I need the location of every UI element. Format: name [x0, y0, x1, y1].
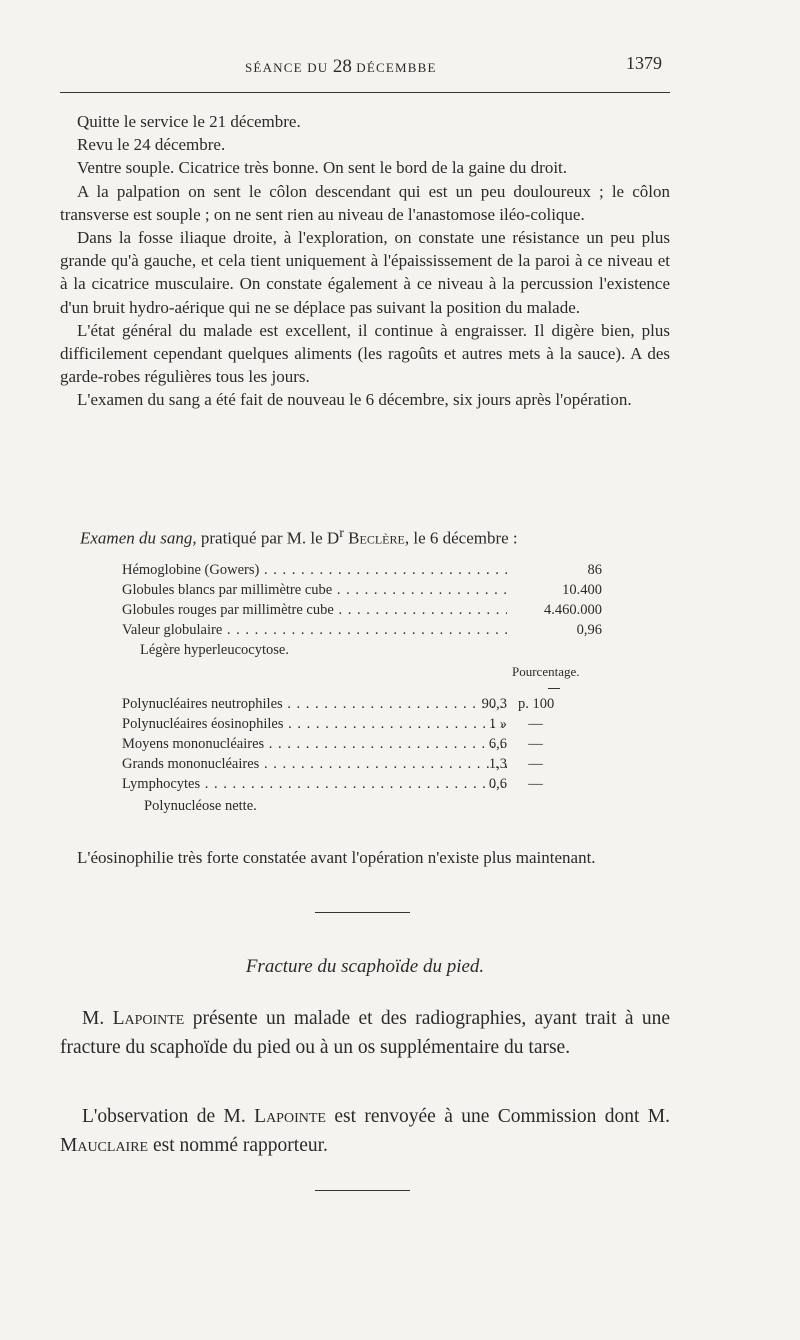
paragraph: L'état général du malade est excellent, il continue à engraisser. Il digère bien, plus difficilement cependant quelques aliments (les ragoûts et autres mets à la sauce). A des garde-robes régulières tous les jours. — [60, 320, 670, 387]
table-row: Polynucléaires éosinophiles . . . 1 » — — [122, 716, 602, 736]
end-separator — [315, 1190, 410, 1191]
section-separator — [315, 912, 410, 913]
table-row: Lymphocytes . . . 0,6 — — [122, 776, 602, 796]
percentage-dash — [548, 688, 560, 689]
paragraph: Dans la fosse iliaque droite, à l'exploration, on constate une résistance un peu plus grande qu'à gauche, et cela tient uniquement à l'épaississement de la paroi à ce niveau et à la cicatrice musculaire. On constate également à ce niveau à la percussion l'existence d'un bruit hydro-aérique qui ne se déplace pas suivant la position du malade. — [60, 228, 670, 317]
paragraph-lapointe: M. Lapointe présente un malade et des radiographies, ayant trait à une fracture du scaphoïde du pied ou à un os supplémentaire du tarse. — [60, 1008, 670, 1058]
percentage-header: Pourcentage. — [512, 664, 580, 679]
running-title: SÉANCE DU 28 DÉCEMBBE — [245, 56, 437, 77]
paragraph: Quitte le service le 21 décembre. — [77, 112, 301, 131]
table-row: Hémoglobine (Gowers) . . . 86 — [122, 562, 602, 582]
paragraph-eosinophilie: L'éosinophilie très forte constatée avant l'opération n'existe plus maintenant. — [77, 848, 596, 867]
table-row: Grands mononucléaires . . . 1,3 — — [122, 756, 602, 776]
table-row: Globules blancs par millimètre cube . . . 10.400 — [122, 582, 602, 602]
page-header — [60, 50, 670, 80]
table-row: Globules rouges par millimètre cube . . . 4.460.000 — [122, 602, 602, 622]
page-number: 1379 — [626, 53, 662, 73]
paragraph-commission: L'observation de M. Lapointe est renvoyée à une Commission dont M. Mauclaire est nommé rapporteur. — [60, 1106, 670, 1156]
paragraph: Revu le 24 décembre. — [77, 135, 226, 155]
table-row: Valeur globulaire . . . 0,96 — [122, 622, 602, 642]
exam-heading: Examen du sang, pratiqué par M. le $D^r$ Beclère, le 6 décembre : — [80, 525, 518, 548]
table-row: Moyens mononucléaires . . . 6,6 — — [122, 736, 602, 756]
note-polynucleose: Polynucléose nette. — [144, 798, 257, 814]
table-row: Polynucléaires neutrophiles . . . 90,3 p. 100 — [122, 696, 602, 716]
section-title: Fracture du scaphoïde du pied. — [245, 956, 485, 977]
paragraph: Ventre souple. Cicatrice très bonne. On sent le bord de la gaine du droit. — [77, 158, 568, 178]
header-rule — [60, 92, 670, 93]
note-hyperleucocytose: Légère hyperleucocytose. — [140, 642, 289, 658]
paragraph: L'examen du sang a été fait de nouveau le 6 décembre, six jours après l'opération. — [77, 390, 632, 410]
paragraph: A la palpation on sent le côlon descendant qui est un peu douloureux ; le côlon transverse est souple ; on ne sent rien au niveau de l'anastomose iléo-colique. — [60, 181, 670, 224]
clinical-notes — [60, 110, 670, 412]
